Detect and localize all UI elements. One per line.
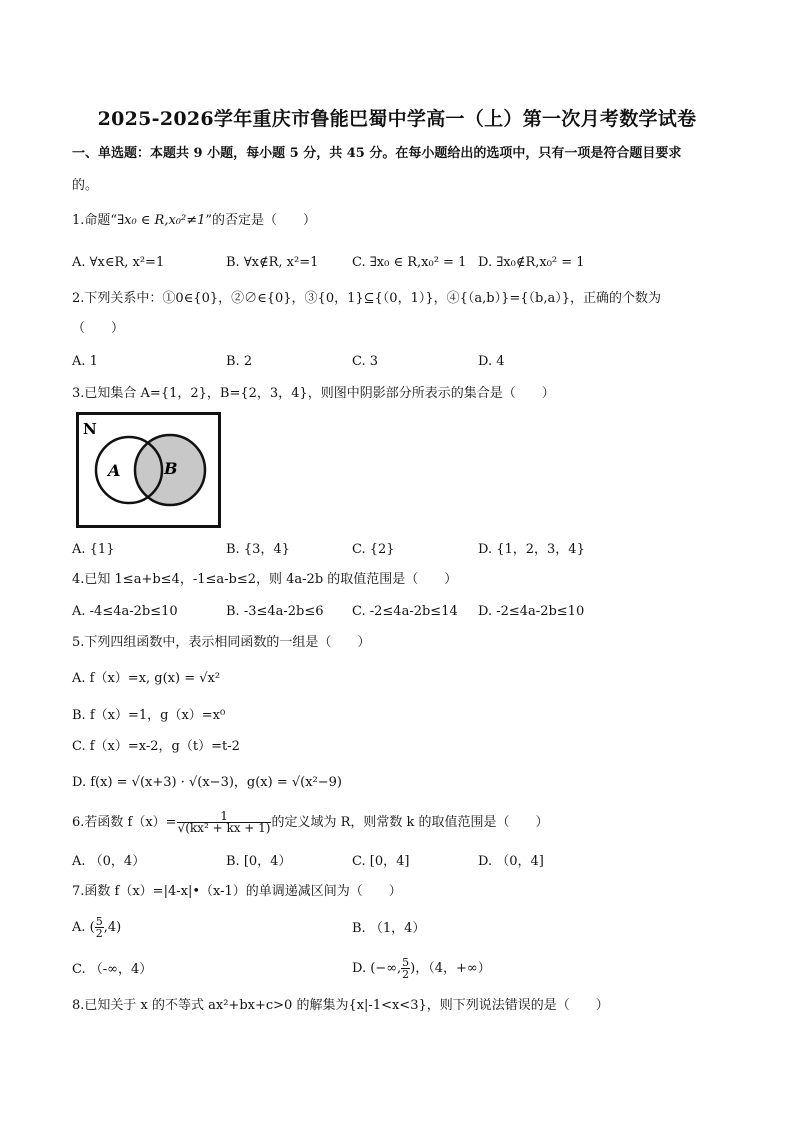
venn-label-n: N: [83, 420, 97, 438]
q5-option-c: C. f（x）=x-2，g（t）=t-2: [72, 739, 240, 754]
q7-a-prefix: A. (: [72, 920, 95, 935]
question-5-stem: 5.下列四组函数中，表示相同函数的一组是（ ）: [72, 635, 371, 650]
venn-label-a: A: [108, 461, 121, 480]
q1-option-c: C. ∃x₀ ∈ R,x₀² = 1: [352, 255, 467, 270]
q4-option-b: B. -3≤4a-2b≤6: [226, 604, 324, 619]
section-heading-cont: 的。: [72, 178, 99, 193]
question-6-stem: [72, 808, 549, 838]
q6-option-a: A. （0，4）: [72, 854, 146, 869]
q1-prefix: 1.命题“: [72, 213, 118, 228]
question-8-stem: 8.已知关于 x 的不等式 ax²+bx+c>0 的解集为{x|-1<x<3}，则下列说法错误的是（ ）: [72, 998, 609, 1013]
q6-fraction: [177, 811, 272, 834]
q7-d-prefix: D. (−∞,: [352, 961, 402, 976]
question-4-stem: 4.已知 1≤a+b≤4，-1≤a-b≤2，则 4a-2b 的取值范围是（ ）: [72, 572, 458, 587]
q7-option-d: [352, 955, 491, 983]
q5-option-a: A. f（x）=x, g(x) = √x²: [72, 671, 221, 686]
q3-option-b: B. {3，4}: [226, 542, 290, 557]
q5-option-b: B. f（x）=1，g（x）=x⁰: [72, 708, 226, 723]
q7-option-b: B. （1，4）: [352, 921, 426, 936]
q7-d-den: 2: [402, 968, 410, 981]
question-2-stem-cont: （ ）: [72, 321, 125, 336]
q6-prefix: 6.若函数 f（x）=: [72, 815, 177, 830]
q4-option-a: A. -4≤4a-2b≤10: [72, 604, 178, 619]
q6-option-d: D. （0，4]: [478, 854, 544, 869]
q6-frac-den: √(kx² + kx + 1): [177, 821, 271, 835]
q7-a-fraction: [95, 916, 104, 939]
venn-diagram: [76, 412, 221, 528]
q3-option-a: A. {1}: [72, 542, 115, 557]
question-1-stem: [72, 212, 316, 230]
q7-option-c: C. （-∞，4）: [72, 962, 153, 977]
q7-a-suffix: ,4): [103, 920, 122, 935]
q3-option-c: C. {2}: [352, 542, 395, 557]
q2-option-c: C. 3: [352, 354, 379, 369]
q7-a-num: 5: [95, 915, 103, 928]
q4-option-c: C. -2≤4a-2b≤14: [352, 604, 458, 619]
q2-option-b: B. 2: [226, 354, 253, 369]
q7-d-fraction: [401, 957, 410, 980]
q7-option-a: [72, 914, 121, 942]
q7-d-num: 5: [402, 956, 410, 969]
q6-option-b: B. [0，4）: [226, 854, 292, 869]
q3-option-d: D. {1，2，3，4}: [478, 542, 585, 557]
q5-option-d: D. f(x) = √(x+3) · √(x−3)，g(x) = √(x²−9): [72, 775, 342, 790]
exam-title: 2025-2026学年重庆市鲁能巴蜀中学高一（上）第一次月考数学试卷: [97, 108, 697, 130]
venn-label-b: B: [164, 459, 178, 478]
q1-option-a: A. ∀x∈R, x²=1: [72, 255, 165, 270]
q1-suffix: ”的否定是（ ）: [205, 213, 317, 228]
q2-option-a: A. 1: [72, 354, 98, 369]
question-2-stem: 2.下列关系中：①0∈{0}，②∅∈{0}，③{0，1}⊆{（0，1）}，④{（a,b）}={（b,a）}，正确的个数为: [72, 291, 661, 306]
q6-option-c: C. [0，4]: [352, 854, 410, 869]
q2-option-d: D. 4: [478, 354, 505, 369]
q6-suffix: 的定义域为 R，则常数 k 的取值范围是（ ）: [271, 815, 549, 830]
q7-d-suffix: )，（4，+∞）: [410, 961, 491, 976]
q6-frac-num: 1: [177, 811, 272, 823]
q4-option-d: D. -2≤4a-2b≤10: [478, 604, 585, 619]
q7-a-den: 2: [95, 927, 103, 940]
section-heading: 一、单选题：本题共 9 小题，每小题 5 分，共 45 分。在每小题给出的选项中，只有一项是符合题目要求: [72, 146, 682, 161]
question-7-stem: 7.函数 f（x）=|4-x|•（x-1）的单调递减区间为（ ）: [72, 884, 402, 899]
q1-option-d: D. ∃x₀∉R,x₀² = 1: [478, 255, 585, 270]
question-3-stem: 3.已知集合 A={1，2}，B={2，3，4}，则图中阴影部分所表示的集合是（ ）: [72, 386, 555, 401]
q1-math: ∃x₀ ∈ R,x₀²≠1: [117, 213, 206, 228]
q1-option-b: B. ∀x∉R, x²=1: [226, 255, 319, 270]
